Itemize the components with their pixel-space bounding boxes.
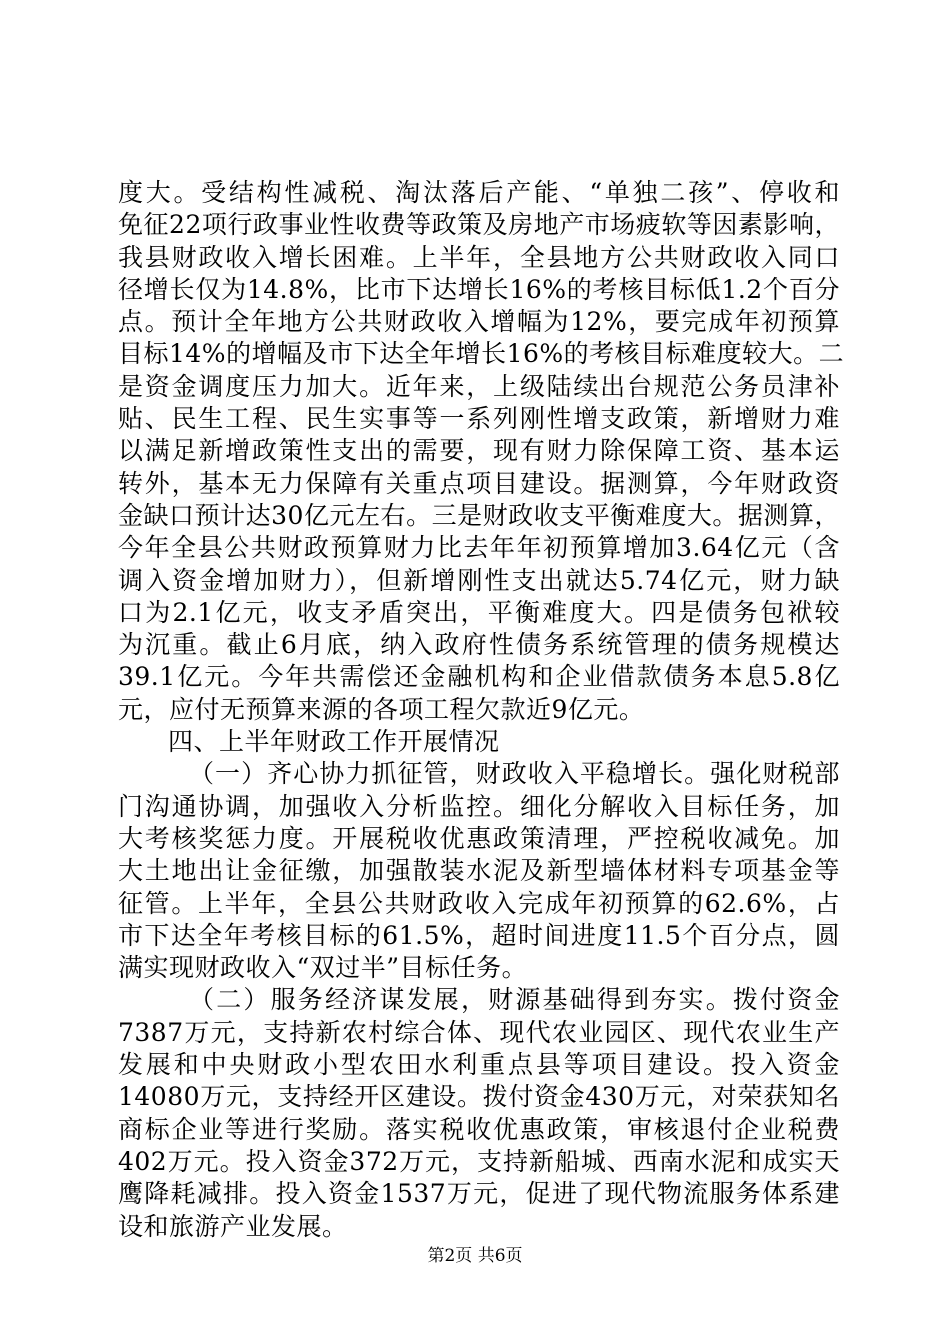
text-line: 7387万元，支持新农村综合体、现代农业园区、现代农业生产 <box>118 1017 840 1047</box>
text-line: 转外，基本无力保障有关重点项目建设。据测算，今年财政资 <box>118 468 840 498</box>
text-line: 商标企业等进行奖励。落实税收优惠政策，审核退付企业税费 <box>118 1114 840 1144</box>
text-line: 设和旅游产业发展。 <box>118 1211 348 1241</box>
text-line: 39.1亿元。今年共需偿还金融机构和企业借款债务本息5.8亿 <box>118 662 840 692</box>
text-line: 免征22项行政事业性收费等政策及房地产市场疲软等因素影响， <box>118 210 840 240</box>
text-line: 鹰降耗减排。投入资金1537万元，促进了现代物流服务体系建 <box>118 1179 840 1209</box>
paragraph-first-line: （一）齐心协力抓征管，财政收入平稳增长。强化财税部 <box>189 759 840 789</box>
text-line: 今年全县公共财政预算财力比去年年初预算增加3.64亿元（含 <box>118 533 840 563</box>
text-line: 我县财政收入增长困难。上半年，全县地方公共财政收入同口 <box>118 242 840 272</box>
text-line: 点。预计全年地方公共财政收入增幅为12%，要完成年初预算 <box>118 307 840 337</box>
text-line: 度大。受结构性减税、淘汰落后产能、“单独二孩”、停收和 <box>118 178 840 207</box>
text-line: 调入资金增加财力），但新增刚性支出就达5.74亿元，财力缺 <box>118 565 840 595</box>
text-line: 是资金调度压力加大。近年来，上级陆续出台规范公务员津补 <box>118 371 840 401</box>
text-line: 市下达全年考核目标的61.5%，超时间进度11.5个百分点，圆 <box>118 920 840 950</box>
text-line: 以满足新增政策性支出的需要，现有财力除保障工资、基本运 <box>118 436 840 466</box>
section-heading: 四、上半年财政工作开展情况 <box>168 727 500 757</box>
text-line: 大考核奖惩力度。开展税收优惠政策清理，严控税收减免。加 <box>118 823 840 853</box>
text-line: 口为2.1亿元，收支矛盾突出，平衡难度大。四是债务包袱较 <box>118 597 840 627</box>
paragraph-first-line: （二）服务经济谋发展，财源基础得到夯实。拨付资金 <box>189 985 840 1015</box>
text-line: 径增长仅为14.8%，比市下达增长16%的考核目标低1.2个百分 <box>118 274 840 304</box>
text-line: 发展和中央财政小型农田水利重点县等项目建设。投入资金 <box>118 1050 840 1080</box>
text-line: 为沉重。截止6月底，纳入政府性债务系统管理的债务规模达 <box>118 630 840 660</box>
text-line: 目标14%的增幅及市下达全年增长16%的考核目标难度较大。二 <box>118 339 845 369</box>
page-number-footer: 第2页 共6页 <box>427 1246 523 1266</box>
text-line: 满实现财政收入“双过半”目标任务。 <box>118 953 528 983</box>
text-line: 大土地出让金征缴，加强散装水泥及新型墙体材料专项基金等 <box>118 856 840 886</box>
body-text <box>118 177 845 1243</box>
text-line: 金缺口预计达30亿元左右。三是财政收支平衡难度大。据测算， <box>118 500 840 530</box>
text-line: 元，应付无预算来源的各项工程欠款近9亿元。 <box>118 694 645 724</box>
text-line: 门沟通协调，加强收入分析监控。细化分解收入目标任务，加 <box>118 791 840 821</box>
text-line: 402万元。投入资金372万元，支持新船城、西南水泥和成实天 <box>118 1146 840 1176</box>
text-line: 征管。上半年，全县公共财政收入完成年初预算的62.6%，占 <box>118 888 840 918</box>
text-line: 贴、民生工程、民生实事等一系列刚性增支政策，新增财力难 <box>118 404 840 434</box>
text-line: 14080万元，支持经开区建设。拨付资金430万元，对荣获知名 <box>118 1082 840 1112</box>
